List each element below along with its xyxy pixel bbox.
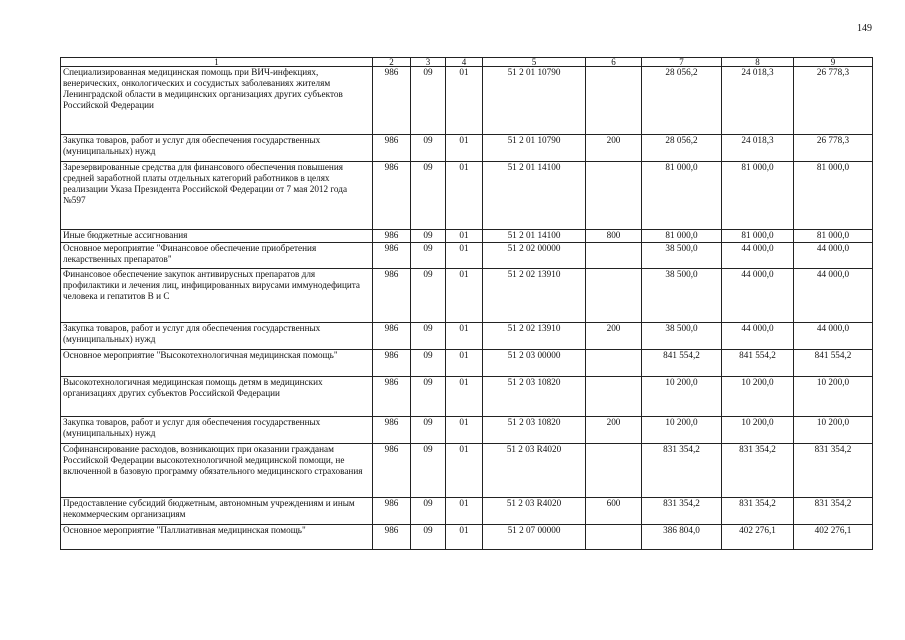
cell-amount-2: 831 354,2 <box>722 444 794 498</box>
cell-amount-2: 81 000,0 <box>722 230 794 243</box>
cell-target: 51 2 01 14100 <box>483 162 586 230</box>
row-name: Иные бюджетные ассигнования <box>61 230 373 243</box>
cell-target: 51 2 07 00000 <box>483 525 586 550</box>
row-name: Специализированная медицинская помощь при ВИЧ-инфекциях, венерических, онкологических и сосудистых заболеваниях жителям Ленинградской области в медицинских организациях других субъектов Российской Федерации <box>61 67 373 135</box>
row-name: Основное мероприятие "Высокотехнологичная медицинская помощь" <box>61 350 373 377</box>
cell-amount-2: 44 000,0 <box>722 269 794 323</box>
cell-amount-2: 831 354,2 <box>722 498 794 525</box>
row-name: Софинансирование расходов, возникающих при оказании гражданам Российской Федерации высокотехнологичной медицинской помощи, не включенной в базовую программу обязательного медицинского страхования <box>61 444 373 498</box>
cell-ministry: 986 <box>373 135 411 162</box>
cell-amount-1: 831 354,2 <box>642 498 722 525</box>
budget-table <box>60 57 873 550</box>
cell-expense-type: 800 <box>586 230 642 243</box>
cell-amount-1: 38 500,0 <box>642 323 722 350</box>
table-row <box>61 417 873 444</box>
cell-expense-type <box>586 243 642 269</box>
cell-amount-1: 81 000,0 <box>642 162 722 230</box>
cell-amount-1: 10 200,0 <box>642 377 722 417</box>
cell-subsection: 01 <box>446 162 483 230</box>
cell-expense-type <box>586 350 642 377</box>
cell-amount-2: 402 276,1 <box>722 525 794 550</box>
cell-section: 09 <box>411 243 446 269</box>
cell-amount-3: 44 000,0 <box>794 243 873 269</box>
cell-amount-1: 841 554,2 <box>642 350 722 377</box>
cell-amount-3: 44 000,0 <box>794 269 873 323</box>
table-row <box>61 525 873 550</box>
cell-amount-3: 81 000,0 <box>794 162 873 230</box>
cell-target: 51 2 03 R4020 <box>483 498 586 525</box>
cell-expense-type <box>586 444 642 498</box>
cell-section: 09 <box>411 377 446 417</box>
cell-subsection: 01 <box>446 135 483 162</box>
cell-expense-type: 200 <box>586 323 642 350</box>
cell-target: 51 2 01 10790 <box>483 67 586 135</box>
row-name: Предоставление субсидий бюджетным, автономным учреждениям и иным некоммерческим организациям <box>61 498 373 525</box>
cell-amount-1: 28 056,2 <box>642 135 722 162</box>
cell-amount-2: 10 200,0 <box>722 377 794 417</box>
cell-amount-1: 38 500,0 <box>642 269 722 323</box>
cell-amount-2: 44 000,0 <box>722 323 794 350</box>
cell-ministry: 986 <box>373 498 411 525</box>
cell-expense-type <box>586 67 642 135</box>
cell-amount-3: 831 354,2 <box>794 498 873 525</box>
cell-subsection: 01 <box>446 350 483 377</box>
cell-ministry: 986 <box>373 417 411 444</box>
row-name: Закупка товаров, работ и услуг для обеспечения государственных (муниципальных) нужд <box>61 135 373 162</box>
table-row <box>61 444 873 498</box>
cell-subsection: 01 <box>446 243 483 269</box>
cell-amount-2: 81 000,0 <box>722 162 794 230</box>
cell-target: 51 2 03 00000 <box>483 350 586 377</box>
cell-ministry: 986 <box>373 323 411 350</box>
cell-target: 51 2 01 14100 <box>483 230 586 243</box>
cell-ministry: 986 <box>373 243 411 269</box>
cell-section: 09 <box>411 67 446 135</box>
header-cell: 7 <box>642 58 722 67</box>
cell-ministry: 986 <box>373 162 411 230</box>
cell-section: 09 <box>411 230 446 243</box>
cell-subsection: 01 <box>446 230 483 243</box>
cell-section: 09 <box>411 135 446 162</box>
cell-amount-3: 10 200,0 <box>794 417 873 444</box>
header-row <box>61 58 873 67</box>
cell-amount-3: 402 276,1 <box>794 525 873 550</box>
cell-expense-type <box>586 162 642 230</box>
table-row <box>61 269 873 323</box>
cell-amount-1: 81 000,0 <box>642 230 722 243</box>
cell-ministry: 986 <box>373 377 411 417</box>
header-cell: 5 <box>483 58 586 67</box>
cell-subsection: 01 <box>446 323 483 350</box>
cell-subsection: 01 <box>446 417 483 444</box>
cell-amount-1: 10 200,0 <box>642 417 722 444</box>
row-name: Высокотехнологичная медицинская помощь детям в медицинских организациях других субъектов Российской Федерации <box>61 377 373 417</box>
page-number: 149 <box>857 23 872 34</box>
cell-section: 09 <box>411 323 446 350</box>
cell-section: 09 <box>411 444 446 498</box>
cell-amount-1: 386 804,0 <box>642 525 722 550</box>
cell-target: 51 2 02 13910 <box>483 323 586 350</box>
cell-subsection: 01 <box>446 498 483 525</box>
cell-ministry: 986 <box>373 269 411 323</box>
row-name: Основное мероприятие "Финансовое обеспечение приобретения лекарственных препаратов" <box>61 243 373 269</box>
table-row <box>61 67 873 135</box>
table-row <box>61 162 873 230</box>
cell-amount-2: 10 200,0 <box>722 417 794 444</box>
header-cell: 6 <box>586 58 642 67</box>
header-cell: 9 <box>794 58 873 67</box>
cell-ministry: 986 <box>373 67 411 135</box>
cell-section: 09 <box>411 269 446 323</box>
cell-ministry: 986 <box>373 444 411 498</box>
cell-amount-1: 28 056,2 <box>642 67 722 135</box>
cell-subsection: 01 <box>446 444 483 498</box>
cell-target: 51 2 03 10820 <box>483 377 586 417</box>
cell-amount-3: 831 354,2 <box>794 444 873 498</box>
row-name: Закупка товаров, работ и услуг для обеспечения государственных (муниципальных) нужд <box>61 417 373 444</box>
cell-target: 51 2 02 13910 <box>483 269 586 323</box>
cell-ministry: 986 <box>373 230 411 243</box>
row-name: Финансовое обеспечение закупок антивирусных препаратов для профилактики и лечения лиц, инфицированных вирусами иммунодефицита человека и гепатитов В и С <box>61 269 373 323</box>
table-row <box>61 498 873 525</box>
cell-section: 09 <box>411 162 446 230</box>
table-row <box>61 350 873 377</box>
row-name: Зарезервированные средства для финансового обеспечения повышения средней заработной платы отдельных категорий работников в целях реализации Указа Президента Российской Федерации от 7 мая 2012 года №597 <box>61 162 373 230</box>
cell-amount-3: 10 200,0 <box>794 377 873 417</box>
cell-subsection: 01 <box>446 377 483 417</box>
cell-expense-type: 200 <box>586 135 642 162</box>
cell-amount-3: 26 778,3 <box>794 67 873 135</box>
cell-amount-3: 26 778,3 <box>794 135 873 162</box>
cell-target: 51 2 01 10790 <box>483 135 586 162</box>
cell-target: 51 2 02 00000 <box>483 243 586 269</box>
cell-section: 09 <box>411 350 446 377</box>
row-name: Основное мероприятие "Паллиативная медицинская помощь" <box>61 525 373 550</box>
cell-amount-2: 24 018,3 <box>722 135 794 162</box>
cell-subsection: 01 <box>446 67 483 135</box>
header-cell: 8 <box>722 58 794 67</box>
cell-target: 51 2 03 10820 <box>483 417 586 444</box>
cell-amount-2: 24 018,3 <box>722 67 794 135</box>
cell-expense-type: 200 <box>586 417 642 444</box>
header-cell: 3 <box>411 58 446 67</box>
cell-ministry: 986 <box>373 525 411 550</box>
cell-amount-1: 831 354,2 <box>642 444 722 498</box>
cell-amount-3: 841 554,2 <box>794 350 873 377</box>
cell-section: 09 <box>411 498 446 525</box>
header-cell: 2 <box>373 58 411 67</box>
cell-expense-type <box>586 525 642 550</box>
table-row <box>61 323 873 350</box>
cell-subsection: 01 <box>446 269 483 323</box>
cell-amount-3: 44 000,0 <box>794 323 873 350</box>
row-name: Закупка товаров, работ и услуг для обеспечения государственных (муниципальных) нужд <box>61 323 373 350</box>
cell-expense-type: 600 <box>586 498 642 525</box>
cell-amount-2: 44 000,0 <box>722 243 794 269</box>
cell-section: 09 <box>411 417 446 444</box>
cell-subsection: 01 <box>446 525 483 550</box>
table-row <box>61 377 873 417</box>
cell-section: 09 <box>411 525 446 550</box>
cell-amount-3: 81 000,0 <box>794 230 873 243</box>
table-row <box>61 230 873 243</box>
cell-expense-type <box>586 269 642 323</box>
cell-ministry: 986 <box>373 350 411 377</box>
cell-expense-type <box>586 377 642 417</box>
table-row <box>61 135 873 162</box>
cell-target: 51 2 03 R4020 <box>483 444 586 498</box>
table-row <box>61 243 873 269</box>
header-cell: 4 <box>446 58 483 67</box>
cell-amount-1: 38 500,0 <box>642 243 722 269</box>
header-cell: 1 <box>61 58 373 67</box>
cell-amount-2: 841 554,2 <box>722 350 794 377</box>
